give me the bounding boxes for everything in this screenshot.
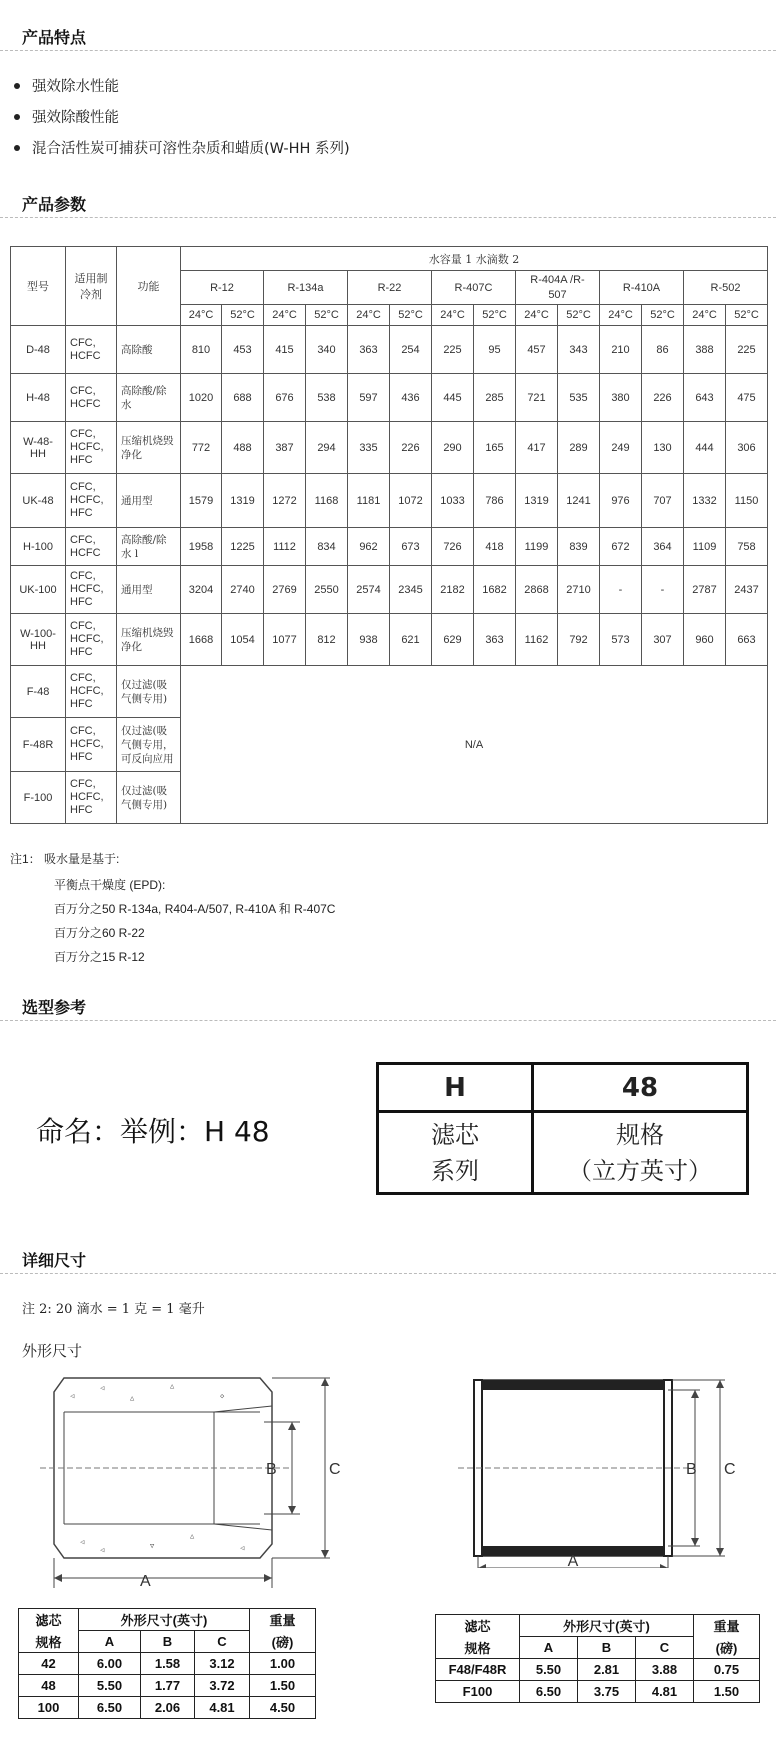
cell-value: 249 [600, 422, 642, 474]
feature-text: 强效除水性能 [32, 79, 119, 95]
cell-value: 2574 [348, 566, 390, 614]
naming-desc-series: 滤芯 系列 [378, 1112, 533, 1194]
table-row [19, 1697, 316, 1719]
cell-function: 仅过滤(吸气侧专用) [117, 666, 181, 718]
cell-refrigerant: CFC, HCFC, HFC [66, 474, 117, 528]
header-dims: 外形尺寸(英寸) [520, 1615, 694, 1637]
table-row [11, 474, 768, 528]
cell-value: 340 [306, 326, 348, 374]
label-a: A [140, 1573, 151, 1588]
table-cell: 42 [19, 1653, 79, 1675]
header-weight: 重量 [694, 1615, 760, 1637]
refrigerant-header: R-134a [264, 271, 348, 305]
core-drawing-right [440, 1368, 760, 1568]
cell-value: 2345 [390, 566, 432, 614]
temp-header: 24°C [181, 305, 222, 326]
cell-value: 672 [600, 528, 642, 566]
cell-refrigerant: CFC, HCFC, HFC [66, 666, 117, 718]
svg-text:◁: ◁ [100, 1384, 105, 1392]
dims-table-left [18, 1608, 316, 1719]
cell-value: 1054 [222, 614, 264, 666]
svg-text:◇: ◇ [220, 1392, 225, 1400]
dimensions-title: 详细尺寸 [22, 1251, 87, 1270]
cell-value: 960 [684, 614, 726, 666]
svg-text:△: △ [170, 1382, 175, 1390]
cell-refrigerant: CFC, HCFC, HFC [66, 566, 117, 614]
table-cell: F48/F48R [436, 1659, 520, 1681]
cell-refrigerant: CFC, HCFC, HFC [66, 422, 117, 474]
cell-value: 1579 [181, 474, 222, 528]
col-header-function: 功能 [117, 247, 181, 326]
note-4: 百万分之60 R-22 [54, 926, 145, 940]
table-cell: 6.00 [79, 1653, 141, 1675]
refrigerant-header: R-410A [600, 271, 684, 305]
refrigerant-header: R-22 [348, 271, 432, 305]
refrigerant-header: R-404A /R-507 [516, 271, 600, 305]
temp-header: 52°C [306, 305, 348, 326]
svg-text:△: △ [190, 1532, 195, 1540]
table-row [11, 614, 768, 666]
cell-function: 高除酸/除水 l [117, 528, 181, 566]
cell-value: 307 [642, 614, 684, 666]
cell-value: - [600, 566, 642, 614]
naming-desc-spec: 规格 （立方英寸） [533, 1112, 748, 1194]
cell-value: 86 [642, 326, 684, 374]
table-cell: 5.50 [520, 1659, 578, 1681]
header-spec: 规格 [436, 1637, 520, 1659]
table-cell: 2.81 [578, 1659, 636, 1681]
cell-value: 834 [306, 528, 348, 566]
cell-value: 2710 [558, 566, 600, 614]
note-3: 百万分之50 R-134a, R404-A/507, R-410A 和 R-407C [54, 902, 336, 916]
temp-header: 24°C [432, 305, 474, 326]
cell-value: 225 [432, 326, 474, 374]
cell-value: 1033 [432, 474, 474, 528]
header-a: A [79, 1631, 141, 1653]
cell-value: 663 [726, 614, 768, 666]
cell-value: 1241 [558, 474, 600, 528]
temp-header: 24°C [348, 305, 390, 326]
feature-item [14, 75, 119, 96]
outer-dims-label: 外形尺寸 [22, 1342, 83, 1360]
cell-value: 629 [432, 614, 474, 666]
table-cell: 6.50 [79, 1697, 141, 1719]
section-divider [0, 217, 776, 219]
cell-model: H-100 [11, 528, 66, 566]
section-divider [0, 1273, 776, 1275]
cell-value: 2740 [222, 566, 264, 614]
cell-value: 1319 [222, 474, 264, 528]
table-cell: 3.88 [636, 1659, 694, 1681]
cell-function: 通用型 [117, 566, 181, 614]
header-lb: (磅) [694, 1637, 760, 1659]
cell-refrigerant: CFC, HCFC, HFC [66, 614, 117, 666]
cell-value: 226 [390, 422, 432, 474]
temp-header: 52°C [642, 305, 684, 326]
table-cell: 2.06 [141, 1697, 195, 1719]
col-header-model: 型号 [11, 247, 66, 326]
cell-value: 772 [181, 422, 222, 474]
cell-value: 226 [642, 374, 684, 422]
cell-value: 165 [474, 422, 516, 474]
cell-value: 810 [181, 326, 222, 374]
dims-table-right [435, 1614, 760, 1703]
table-row [19, 1653, 316, 1675]
table-cell: 1.58 [141, 1653, 195, 1675]
temp-header: 24°C [516, 305, 558, 326]
table-cell: 3.12 [195, 1653, 250, 1675]
cell-value: 812 [306, 614, 348, 666]
cell-value: 2769 [264, 566, 306, 614]
cell-value: 418 [474, 528, 516, 566]
cell-value: 364 [642, 528, 684, 566]
cell-value: 1077 [264, 614, 306, 666]
cell-value: 363 [348, 326, 390, 374]
cell-value: 1668 [181, 614, 222, 666]
table-cell: 1.50 [694, 1681, 760, 1703]
cell-value: 289 [558, 422, 600, 474]
cell-function: 压缩机烧毁净化 [117, 614, 181, 666]
cell-value: 1682 [474, 566, 516, 614]
label-b: B [686, 1461, 697, 1478]
cell-function: 通用型 [117, 474, 181, 528]
table-cell: 100 [19, 1697, 79, 1719]
cell-value: 538 [306, 374, 348, 422]
cell-value: 688 [222, 374, 264, 422]
table-cell: F100 [436, 1681, 520, 1703]
label-a: A [567, 1553, 579, 1568]
cell-value: 387 [264, 422, 306, 474]
table-cell: 1.00 [250, 1653, 316, 1675]
cell-value: 453 [222, 326, 264, 374]
cell-value: 335 [348, 422, 390, 474]
cell-value: 225 [726, 326, 768, 374]
naming-box [376, 1062, 749, 1195]
cell-value: 475 [726, 374, 768, 422]
cell-value: 2787 [684, 566, 726, 614]
cell-value: 726 [432, 528, 474, 566]
table-row [436, 1681, 760, 1703]
section-divider [0, 50, 776, 52]
cell-value: 1199 [516, 528, 558, 566]
features-title: 产品特点 [22, 28, 87, 47]
feature-item [14, 106, 119, 127]
header-core: 滤芯 [436, 1615, 520, 1637]
cell-value: 3204 [181, 566, 222, 614]
cell-value: 1168 [306, 474, 348, 528]
svg-text:▽: ▽ [150, 1542, 155, 1550]
cell-value: 210 [600, 326, 642, 374]
temp-header: 24°C [264, 305, 306, 326]
cell-value: 597 [348, 374, 390, 422]
temp-header: 52°C [474, 305, 516, 326]
svg-text:◁: ◁ [100, 1546, 105, 1554]
cell-function: 高除酸/除水 [117, 374, 181, 422]
svg-text:△: △ [130, 1394, 135, 1402]
cell-value: 786 [474, 474, 516, 528]
cell-value: 1020 [181, 374, 222, 422]
cell-value: 1181 [348, 474, 390, 528]
cell-value: 1109 [684, 528, 726, 566]
cell-value: 1225 [222, 528, 264, 566]
cell-value: 839 [558, 528, 600, 566]
table-row [19, 1675, 316, 1697]
table-cell: 4.81 [636, 1681, 694, 1703]
naming-code-series: H [378, 1064, 533, 1112]
cell-value: 573 [600, 614, 642, 666]
cell-value: 380 [600, 374, 642, 422]
cell-value: 1332 [684, 474, 726, 528]
cell-value: 417 [516, 422, 558, 474]
table-row [11, 422, 768, 474]
cell-value: 707 [642, 474, 684, 528]
table-cell: 4.81 [195, 1697, 250, 1719]
header-a: A [520, 1637, 578, 1659]
header-weight: 重量 [250, 1609, 316, 1631]
cell-value: 95 [474, 326, 516, 374]
cell-value: 2868 [516, 566, 558, 614]
cell-value: 285 [474, 374, 516, 422]
cell-value: 343 [558, 326, 600, 374]
cell-function: 仅过滤(吸气侧专用，可反向应用 [117, 718, 181, 772]
cell-value: 1958 [181, 528, 222, 566]
table-row [11, 326, 768, 374]
cell-value: 457 [516, 326, 558, 374]
table-row [436, 1659, 760, 1681]
cell-value: 363 [474, 614, 516, 666]
cell-model: W-100-HH [11, 614, 66, 666]
temp-header: 52°C [558, 305, 600, 326]
cell-value: 415 [264, 326, 306, 374]
cell-value: 306 [726, 422, 768, 474]
naming-example: 命名：举例：H 48 [36, 1115, 270, 1148]
cell-value: 388 [684, 326, 726, 374]
table-cell: 4.50 [250, 1697, 316, 1719]
bullet-icon [14, 83, 20, 89]
cell-value: 676 [264, 374, 306, 422]
cell-model: F-48 [11, 666, 66, 718]
cell-function: 压缩机烧毁净化 [117, 422, 181, 474]
table-row [11, 374, 768, 422]
refrigerant-header: R-407C [432, 271, 516, 305]
cell-model: UK-100 [11, 566, 66, 614]
header-core: 滤芯 [19, 1609, 79, 1631]
naming-code-spec: 48 [533, 1064, 748, 1112]
table-cell: 5.50 [79, 1675, 141, 1697]
refrigerant-header: R-502 [684, 271, 768, 305]
table-cell: 3.72 [195, 1675, 250, 1697]
cell-value: 2437 [726, 566, 768, 614]
col-header-refrigerant: 适用制冷剂 [66, 247, 117, 326]
cell-value: 1319 [516, 474, 558, 528]
cell-value: 2550 [306, 566, 348, 614]
params-table [10, 246, 768, 824]
note-2: 平衡点干燥度 (EPD): [54, 878, 166, 892]
cell-model: D-48 [11, 326, 66, 374]
bullet-icon [14, 114, 20, 120]
cell-model: F-48R [11, 718, 66, 772]
col-header-water-capacity: 水容量 1 水滴数 2 [181, 247, 768, 271]
temp-header: 52°C [726, 305, 768, 326]
table-cell: 0.75 [694, 1659, 760, 1681]
temp-header: 52°C [222, 305, 264, 326]
cell-refrigerant: CFC, HCFC [66, 528, 117, 566]
cell-value: 290 [432, 422, 474, 474]
cell-value: 445 [432, 374, 474, 422]
cell-value: 1162 [516, 614, 558, 666]
cell-function: 高除酸 [117, 326, 181, 374]
svg-text:◁: ◁ [70, 1392, 75, 1400]
cell-value: 254 [390, 326, 432, 374]
header-lb: (磅) [250, 1631, 316, 1653]
cell-value: 962 [348, 528, 390, 566]
cell-value: 621 [390, 614, 432, 666]
table-cell: 3.75 [578, 1681, 636, 1703]
table-cell: 6.50 [520, 1681, 578, 1703]
header-c: C [636, 1637, 694, 1659]
note-5: 百万分之15 R-12 [54, 950, 145, 964]
header-b: B [141, 1631, 195, 1653]
table-row [11, 528, 768, 566]
label-c: C [724, 1461, 736, 1478]
section-divider [0, 1020, 776, 1022]
header-dims: 外形尺寸(英寸) [79, 1609, 250, 1631]
temp-header: 52°C [390, 305, 432, 326]
temp-header: 24°C [600, 305, 642, 326]
cell-refrigerant: CFC, HCFC, HFC [66, 772, 117, 824]
table-row [11, 666, 768, 718]
header-b: B [578, 1637, 636, 1659]
cell-value: 792 [558, 614, 600, 666]
cell-value: 643 [684, 374, 726, 422]
cell-model: UK-48 [11, 474, 66, 528]
cell-value: 1112 [264, 528, 306, 566]
table-row [11, 566, 768, 614]
cell-value: 1150 [726, 474, 768, 528]
cell-value: 1072 [390, 474, 432, 528]
cell-value: 673 [390, 528, 432, 566]
header-c: C [195, 1631, 250, 1653]
header-spec: 规格 [19, 1631, 79, 1653]
svg-text:◁: ◁ [80, 1538, 85, 1546]
label-b: B [266, 1461, 277, 1478]
cell-refrigerant: CFC, HCFC [66, 326, 117, 374]
cell-model: H-48 [11, 374, 66, 422]
label-c: C [329, 1461, 341, 1478]
note-drops: 注 2: 20 滴水 = 1 克 = 1 毫升 [22, 1302, 205, 1317]
table-cell: 1.50 [250, 1675, 316, 1697]
cell-value: 444 [684, 422, 726, 474]
cell-value: 1272 [264, 474, 306, 528]
cell-value: 938 [348, 614, 390, 666]
cell-na: N/A [181, 666, 768, 824]
cell-value: 294 [306, 422, 348, 474]
cell-value: 130 [642, 422, 684, 474]
cell-value: - [642, 566, 684, 614]
cell-function: 仅过滤(吸气侧专用) [117, 772, 181, 824]
table-cell: 48 [19, 1675, 79, 1697]
selection-title: 选型参考 [22, 998, 87, 1017]
cell-model: F-100 [11, 772, 66, 824]
note-1: 注1： 吸水量是基于: [10, 852, 120, 866]
cell-model: W-48-HH [11, 422, 66, 474]
bullet-icon [14, 145, 20, 151]
cell-refrigerant: CFC, HCFC [66, 374, 117, 422]
temp-header: 24°C [684, 305, 726, 326]
cell-value: 488 [222, 422, 264, 474]
feature-item [14, 137, 350, 158]
cell-value: 2182 [432, 566, 474, 614]
cell-value: 721 [516, 374, 558, 422]
cell-value: 436 [390, 374, 432, 422]
cell-value: 535 [558, 374, 600, 422]
params-title: 产品参数 [22, 195, 87, 214]
cell-refrigerant: CFC, HCFC, HFC [66, 718, 117, 772]
table-cell: 1.77 [141, 1675, 195, 1697]
refrigerant-header: R-12 [181, 271, 264, 305]
cell-value: 758 [726, 528, 768, 566]
cell-value: 976 [600, 474, 642, 528]
svg-text:◁: ◁ [240, 1544, 245, 1552]
feature-text: 混合活性炭可捕获可溶性杂质和蜡质(W-HH 系列) [32, 141, 350, 157]
core-drawing-left [40, 1368, 360, 1588]
feature-text: 强效除酸性能 [32, 110, 119, 126]
